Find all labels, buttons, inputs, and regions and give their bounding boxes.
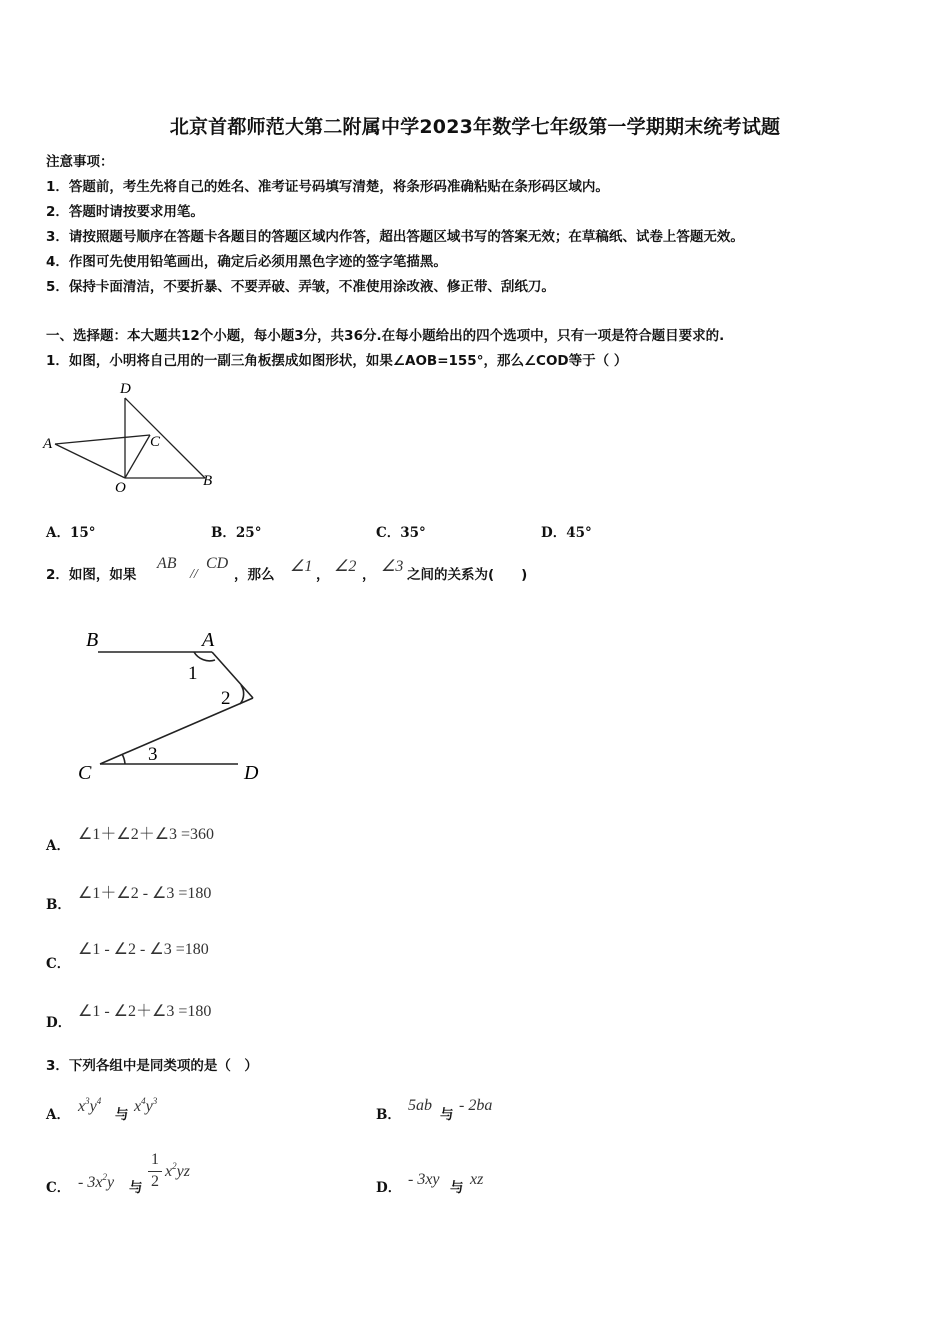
arc-angle-1	[194, 652, 215, 661]
q2-option-d-expr: ∠1 - ∠2＋∠3 =180	[78, 1003, 212, 1020]
line-ac	[55, 435, 150, 444]
q1-option-a: A．15°	[46, 525, 96, 541]
q2-option-b-expr: ∠1＋∠2 - ∠3 =180	[78, 885, 212, 902]
line-co	[125, 435, 150, 478]
label-c: C	[150, 434, 161, 450]
q3-option-a-left: $x^3y^4$	[78, 1096, 102, 1115]
q3-stem: 3．下列各组中是同类项的是（ ）	[46, 1058, 258, 1074]
label-1: 1	[188, 663, 198, 684]
q2-comma: ，	[316, 567, 330, 583]
label-2: 2	[221, 688, 231, 709]
q1-stem: 1．如图，小明将自己用的一副三角板摆成如图形状，如果∠AOB=155°，那么∠COD等于（ ）	[46, 353, 628, 369]
notice-item: 4．作图可先使用铅笔画出，确定后必须用黑色字迹的签字笔描黑。	[46, 254, 447, 270]
q3-option-d-right: xz	[470, 1171, 484, 1188]
q2-option-b-letter: B．	[46, 897, 71, 913]
q3-option-a-letter: A．	[46, 1107, 70, 1123]
q3-option-b-right: - 2ba	[459, 1097, 493, 1114]
q1-figure	[40, 375, 230, 500]
q3-option-c-frac-bar	[148, 1171, 162, 1172]
q2-angle2: ∠2	[334, 558, 357, 575]
q2-then: ，那么	[234, 567, 275, 583]
section-heading: 一、选择题：本大题共12个小题，每小题3分，共36分.在每小题给出的四个选项中，只有一项是符合题目要求的.	[46, 328, 725, 344]
q2-stem-suffix: 之间的关系为( )	[407, 567, 528, 583]
q3-option-c-letter: C．	[46, 1180, 71, 1196]
q2-figure	[70, 620, 280, 790]
q3-option-d-letter: D．	[376, 1180, 402, 1196]
q3-option-c-left: - $3x^2y$	[78, 1172, 115, 1191]
q2-stem-prefix: 2．如图，如果	[46, 567, 137, 583]
arc-angle-2	[240, 685, 244, 704]
q1-option-b: B．25°	[211, 525, 262, 541]
q2-option-d-letter: D．	[46, 1015, 72, 1031]
q3-option-a-right: $x^4y^3$	[134, 1096, 158, 1115]
q3-option-a-and: 与	[115, 1107, 129, 1123]
page-title: 北京首都师范大第二附属中学2023年数学七年级第一学期期末统考试题	[169, 116, 781, 138]
q3-option-c-right: $x^2yz$	[165, 1161, 190, 1180]
q2-parallel: //	[190, 567, 198, 582]
label-b: B	[203, 473, 213, 489]
q2-ab: AB	[157, 555, 177, 572]
label-o: O	[115, 480, 126, 496]
line-a-vertex	[212, 652, 253, 698]
q2-comma: ，	[362, 567, 376, 583]
q2-option-c-expr: ∠1 - ∠2 - ∠3 =180	[78, 941, 209, 958]
notice-item: 3．请按照题号顺序在答题卡各题目的答题区域内作答，超出答题区域书写的答案无效；在草稿纸、试卷上答题无效。	[46, 229, 744, 245]
q3-option-d-and: 与	[450, 1180, 464, 1196]
label-d: D	[120, 381, 131, 397]
q2-option-c-letter: C．	[46, 956, 71, 972]
arc-angle-3	[122, 754, 125, 764]
q3-option-c-frac-den: 2	[151, 1173, 159, 1190]
q2-option-a-expr: ∠1＋∠2＋∠3 =360	[78, 826, 215, 843]
q3-option-d-left: - 3xy	[408, 1171, 440, 1188]
notice-item: 5．保持卡面清洁，不要折暴、不要弄破、弄皱，不准使用涂改液、修正带、刮纸刀。	[46, 279, 555, 295]
notice-heading: 注意事项：	[46, 154, 114, 170]
label-a: A	[202, 629, 215, 651]
q3-option-b-and: 与	[440, 1107, 454, 1123]
q1-option-c: C．35°	[376, 525, 426, 541]
label-3: 3	[148, 744, 158, 765]
label-a: A	[43, 436, 53, 452]
q2-angle1: ∠1	[290, 558, 313, 575]
line-db	[125, 398, 205, 478]
notice-item: 1．答题前，考生先将自己的姓名、准考证号码填写清楚，将条形码准确粘贴在条形码区域内。	[46, 179, 609, 195]
label-b: B	[86, 629, 99, 651]
line-ao	[55, 444, 125, 478]
q3-option-c-frac-num: 1	[151, 1151, 159, 1168]
q2-angle3: ∠3	[381, 558, 404, 575]
q1-option-d: D．45°	[541, 525, 592, 541]
q3-option-c-and: 与	[129, 1180, 143, 1196]
q3-option-b-letter: B．	[376, 1107, 401, 1123]
q3-option-b-left: 5ab	[408, 1097, 432, 1114]
q2-cd: CD	[206, 555, 229, 572]
label-c: C	[78, 762, 92, 784]
label-d: D	[244, 762, 259, 784]
q2-option-a-letter: A．	[46, 838, 70, 854]
notice-item: 2．答题时请按要求用笔。	[46, 204, 204, 220]
